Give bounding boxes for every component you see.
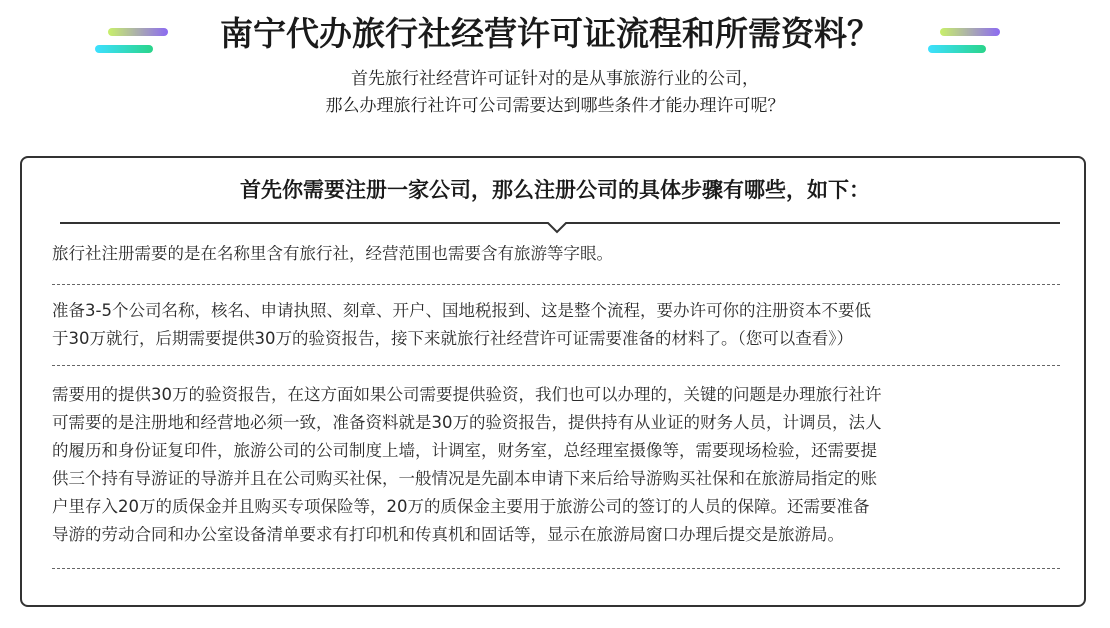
heading-underline	[60, 221, 1060, 235]
dashed-divider	[52, 284, 1060, 285]
dashed-divider	[52, 568, 1060, 569]
paragraph-line: 导游的劳动合同和办公室设备清单要求有打印机和传真机和固话等，显示在旅游局窗口办理后提交是旅游局。	[52, 525, 844, 544]
page-title: 南宁代办旅行社经营许可证流程和所需资料？	[220, 14, 880, 53]
dashed-divider	[52, 365, 1060, 366]
paragraph-line: 供三个持有导游证的导游并且在公司购买社保，一般情况是先副本申请下来后给导游购买社保和在旅游局指定的账	[52, 469, 877, 488]
paragraph-name-requirement	[52, 240, 1062, 268]
paragraph-line: 户里存入20万的质保金并且购买专项保险等，20万的质保金主要用于旅游公司的签订的人员的保障。还需要准备	[52, 497, 870, 516]
paragraph-line: 的履历和身份证复印件，旅游公司的公司制度上墙，计调室，财务室，总经理室摄像等，需要现场检验，还需要提	[52, 441, 877, 460]
left-decoration-bar-top	[108, 28, 168, 36]
right-decoration-bar-top	[940, 28, 1000, 36]
intro-line-2: 那么办理旅行社许可公司需要达到哪些条件才能办理许可呢？	[325, 96, 785, 116]
left-decoration-bar-bottom	[95, 45, 153, 53]
paragraph-line: 需要用的提供30万的验资报告，在这方面如果公司需要提供验资，我们也可以办理的，关键的问题是办理旅行社许	[52, 385, 882, 404]
intro-line-1: 首先旅行社经营许可证针对的是从事旅游行业的公司，	[351, 69, 759, 89]
paragraph-line: 可需要的是注册地和经营地必须一致，准备资料就是30万的验资报告，提供持有从业证的财务人员，计调员，法人	[52, 413, 882, 432]
paragraph-line: 准备3-5个公司名称，核名、申请执照、刻章、开户、国地税报到、这是整个流程，要办许可你的注册资本不要低	[52, 301, 871, 320]
paragraph-registration-steps	[52, 297, 1062, 353]
right-decoration-bar-bottom	[928, 45, 986, 53]
paragraph-line: 旅行社注册需要的是在名称里含有旅行社，经营范围也需要含有旅游等字眼。	[52, 244, 613, 263]
paragraph-line: 于30万就行，后期需要提供30万的验资报告，接下来就旅行社经营许可证需要准备的材料了。（您可以查看》）	[52, 329, 853, 348]
title-row	[0, 6, 1110, 62]
card-heading: 首先你需要注册一家公司，那么注册公司的具体步骤有哪些，如下：	[240, 178, 870, 202]
intro-text	[0, 66, 1110, 120]
paragraph-required-materials	[52, 381, 1062, 549]
info-card	[20, 156, 1086, 607]
